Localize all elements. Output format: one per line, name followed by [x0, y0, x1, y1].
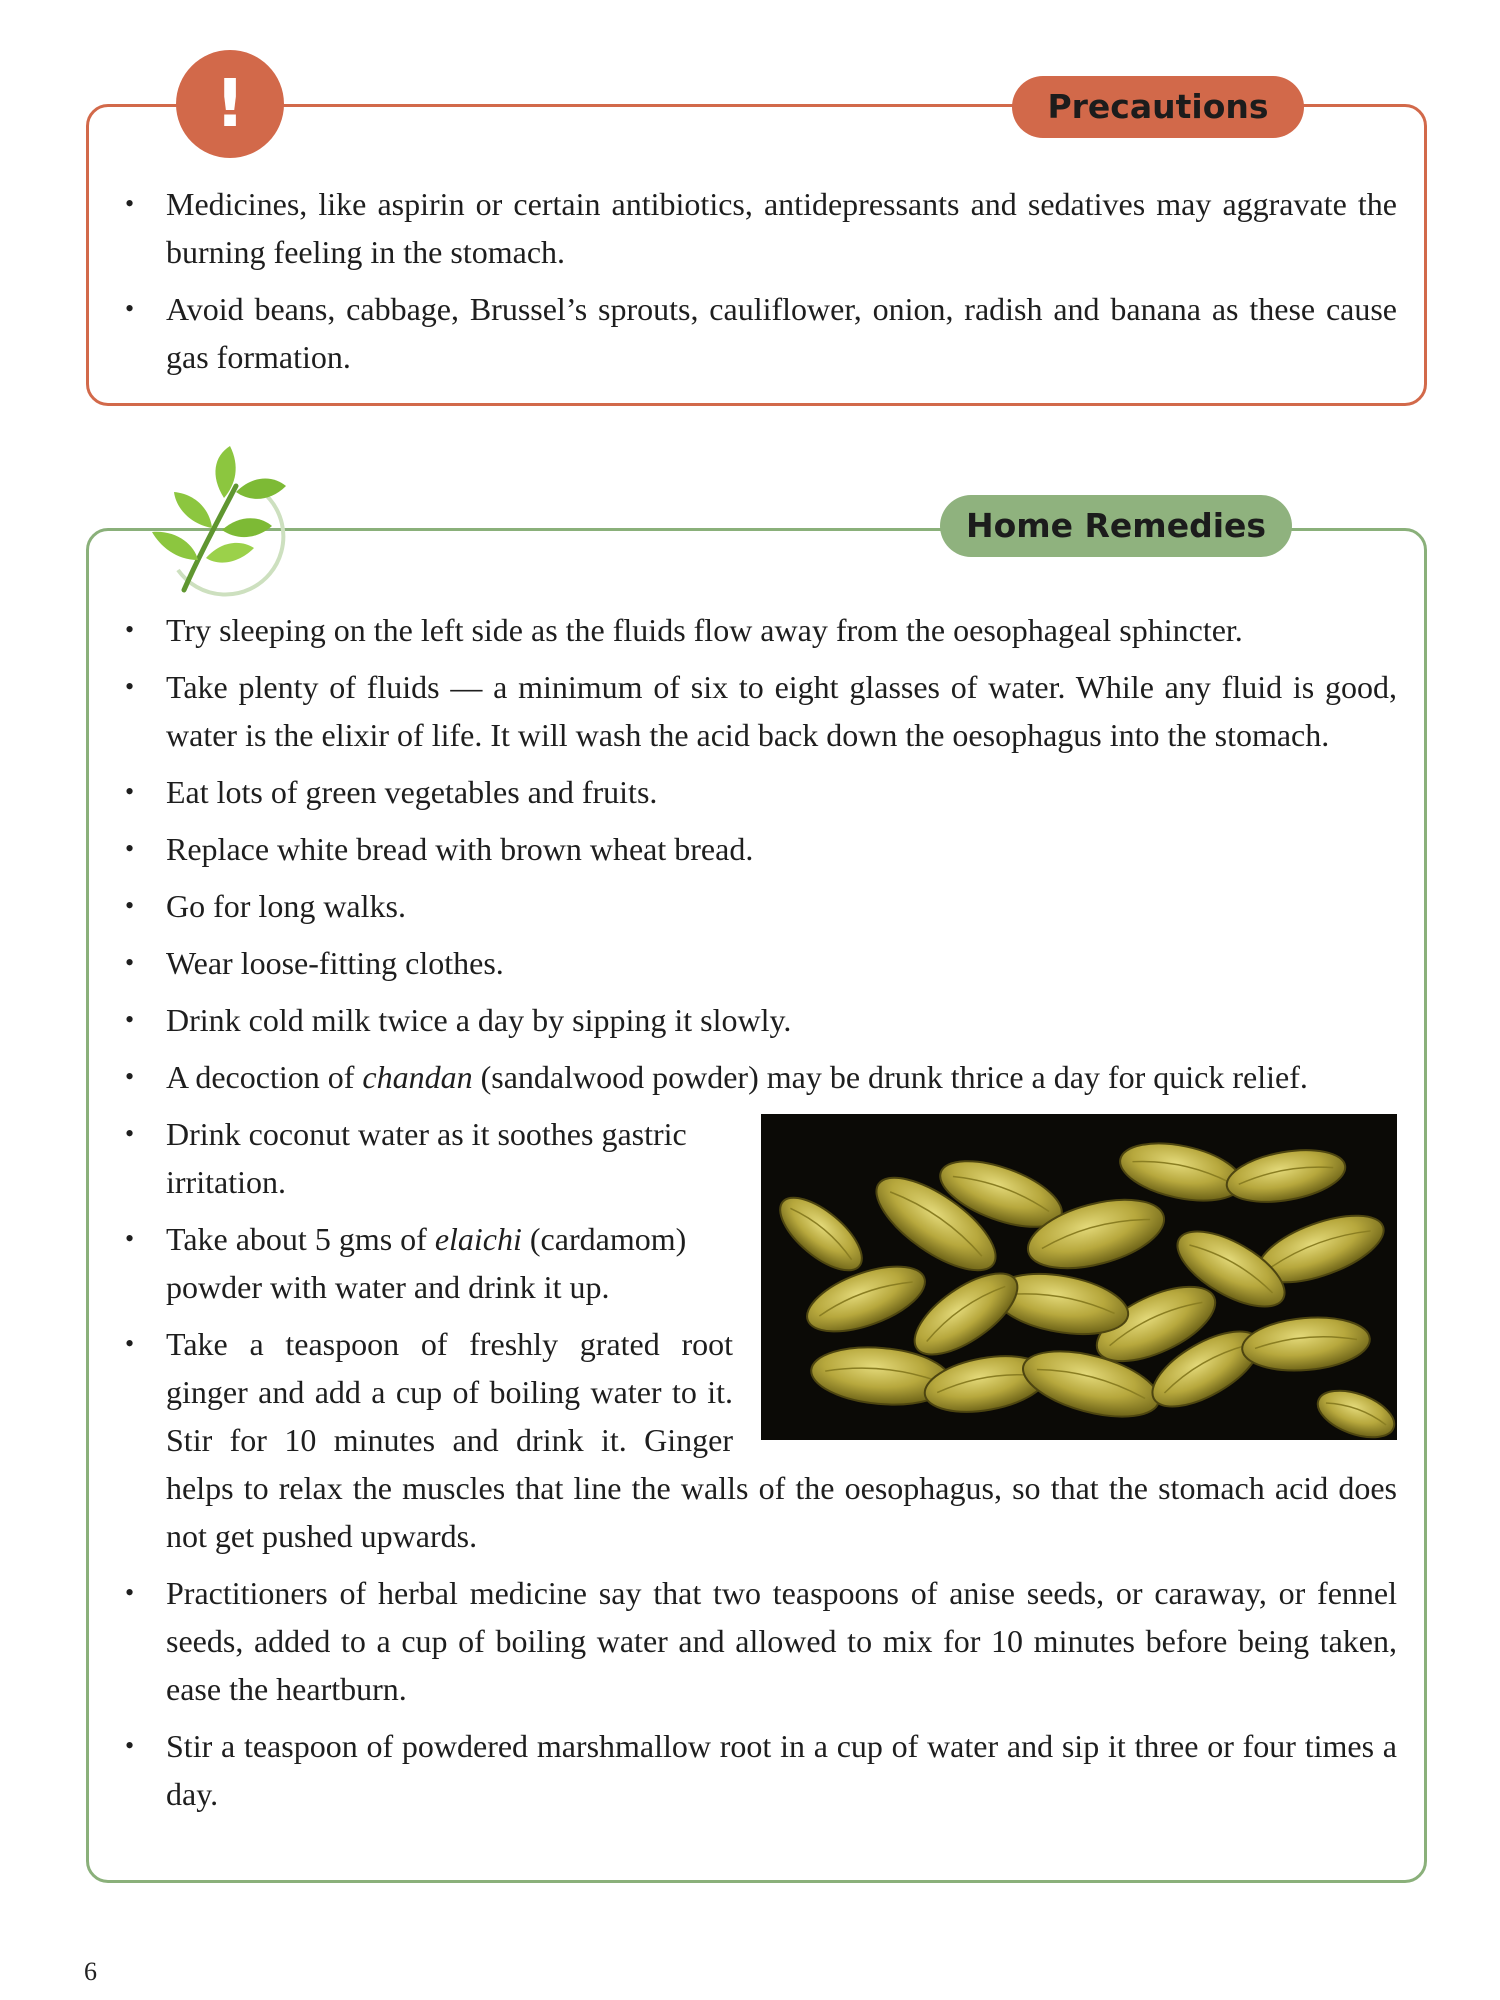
list-item	[125, 768, 1397, 816]
cardamom-pod	[1223, 1142, 1350, 1210]
list-item-text: Drink coconut water as it soothes gastric irritation.	[166, 1116, 687, 1200]
list-item	[125, 663, 1397, 759]
list-item	[125, 1053, 1397, 1101]
bullet-icon: •	[125, 1119, 135, 1148]
list-item	[125, 882, 1397, 930]
leaf-sprig-icon	[138, 440, 288, 600]
bullet-icon: •	[125, 1062, 135, 1091]
list-item-text: Go for long walks.	[166, 888, 406, 924]
bullet-icon: •	[125, 948, 135, 977]
precautions-list	[125, 180, 1397, 390]
list-item	[125, 1722, 1397, 1818]
list-item-text: Replace white bread with brown wheat bread.	[166, 831, 754, 867]
list-item-text-before: Take about 5 gms of	[166, 1221, 435, 1257]
list-item-text: Take a teaspoon of freshly grated root ginger and add a cup of boiling water to it. Stir for 10 minutes and drink it. Ginger helps to relax the muscles that line the walls of the oesophagus, so that the stomach acid does not get pushed upwards.	[166, 1326, 1397, 1554]
bullet-icon: •	[125, 1224, 135, 1253]
list-item-text-after: (sandalwood powder) may be drunk thrice a day for quick relief.	[472, 1059, 1308, 1095]
list-item-text: Wear loose-fitting clothes.	[166, 945, 504, 981]
list-item-text: Take plenty of fluids — a minimum of six to eight glasses of water. While any fluid is good, water is the elixir of life. It will wash the acid back down the oesophagus into the stomach.	[166, 669, 1397, 753]
bullet-icon: •	[125, 1329, 135, 1358]
bullet-icon: •	[125, 777, 135, 806]
list-item-text: Stir a teaspoon of powdered marshmallow root in a cup of water and sip it three or four times a day.	[166, 1728, 1397, 1812]
home-remedies-list	[125, 606, 1397, 1827]
alert-icon: !	[176, 50, 284, 158]
list-item	[125, 1215, 1397, 1311]
list-item	[125, 1110, 1397, 1206]
list-item-text: Drink cold milk twice a day by sipping it slowly.	[166, 1002, 792, 1038]
list-item-text: Try sleeping on the left side as the fluids flow away from the oesophageal sphincter.	[166, 612, 1243, 648]
list-item	[125, 285, 1397, 381]
list-item-text: Eat lots of green vegetables and fruits.	[166, 774, 658, 810]
bullet-icon: •	[125, 834, 135, 863]
list-item-text: Medicines, like aspirin or certain antibiotics, antidepressants and sedatives may aggravate the burning feeling in the stomach.	[166, 186, 1397, 270]
cardamom-pod	[1115, 1134, 1247, 1211]
home-remedies-title: Home Remedies	[940, 495, 1292, 557]
list-item	[125, 1569, 1397, 1713]
list-item	[125, 996, 1397, 1044]
list-item	[125, 1320, 1397, 1560]
list-item-text: Practitioners of herbal medicine say that two teaspoons of anise seeds, or caraway, or fennel seeds, added to a cup of boiling water and allowed to mix for 10 minutes before being taken, ease the heartburn.	[166, 1575, 1397, 1707]
precautions-title: Precautions	[1012, 76, 1304, 138]
bullet-icon: •	[125, 615, 135, 644]
list-item-italic-term: chandan	[362, 1059, 473, 1095]
list-item-text: Avoid beans, cabbage, Brussel’s sprouts, cauliflower, onion, radish and banana as these cause gas formation.	[166, 291, 1397, 375]
list-item-italic-term: elaichi	[434, 1221, 522, 1257]
bullet-icon: •	[125, 672, 135, 701]
list-item	[125, 939, 1397, 987]
list-item-text-before: A decoction of	[166, 1059, 363, 1095]
page-number: 6	[84, 1957, 97, 1986]
bullet-icon: •	[125, 189, 135, 218]
bullet-icon: •	[125, 1731, 135, 1760]
list-item	[125, 606, 1397, 654]
list-item	[125, 180, 1397, 276]
bullet-icon: •	[125, 1578, 135, 1607]
list-item	[125, 825, 1397, 873]
list-item-text-after: (cardamom) powder with water and drink it up.	[166, 1221, 687, 1305]
bullet-icon: •	[125, 294, 135, 323]
bullet-icon: •	[125, 891, 135, 920]
bullet-icon: •	[125, 1005, 135, 1034]
